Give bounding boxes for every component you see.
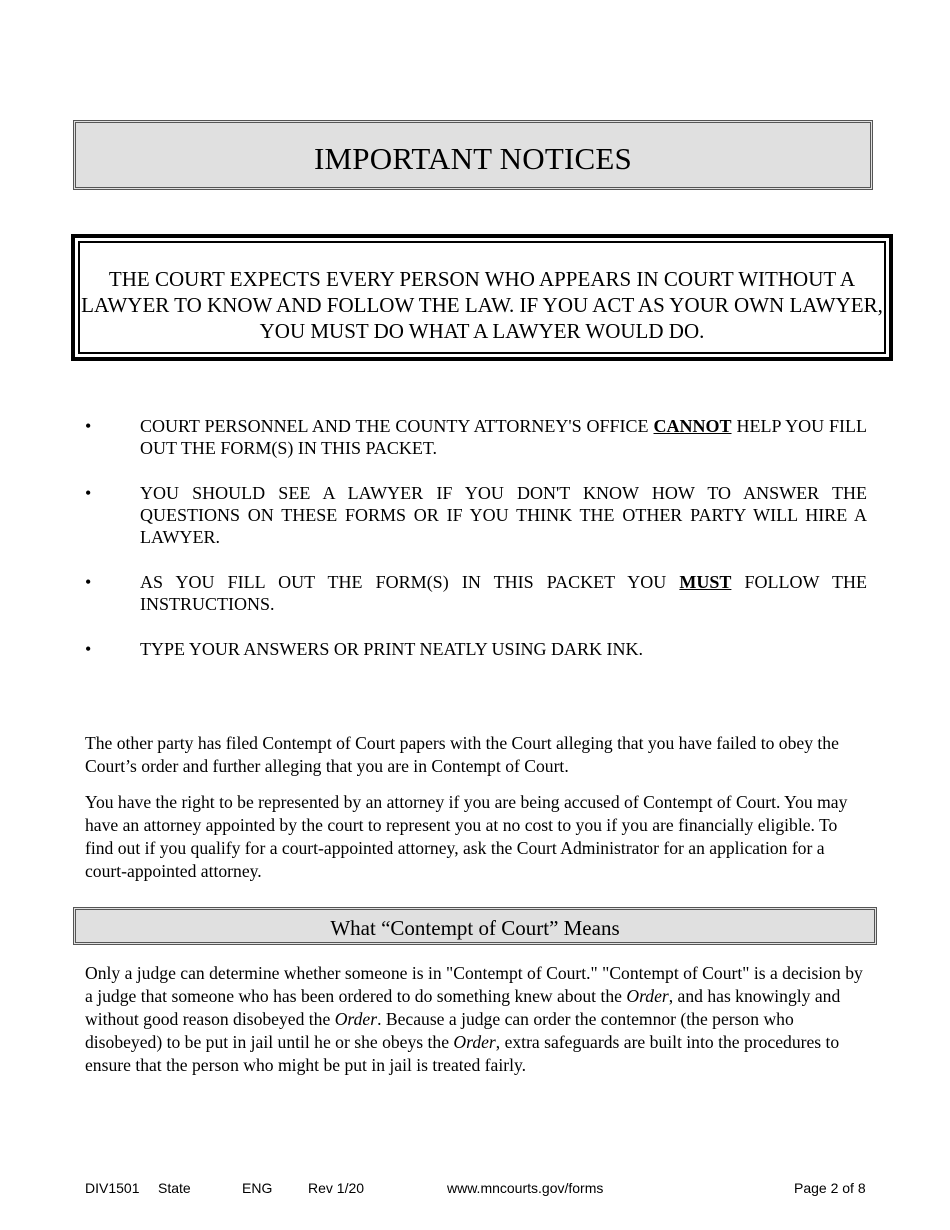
bullet-emphasis: CANNOT (653, 416, 732, 436)
paragraph-text: Only a judge can determine whether someone is in "Contempt of Court." "Contempt of Court" is a decision by a judge that someone who has been ordered to do something knew about the (85, 963, 863, 1006)
notices-title-box (73, 120, 873, 190)
bullet-item (85, 638, 867, 660)
footer-page-number: Page 2 of 8 (794, 1180, 866, 1196)
contempt-filed-paragraph: The other party has filed Contempt of Court papers with the Court alleging that you have failed to obey the Court’s order and further alleging that you are in Contempt of Court. (85, 733, 839, 776)
bullet-icon: • (85, 416, 92, 436)
bullet-item (85, 571, 867, 615)
bullet-item (85, 415, 867, 459)
footer-form-id: DIV1501 (85, 1180, 140, 1196)
bullet-text: HELP YOU FILL OUT THE FORM(S) IN THIS PACKET. (140, 416, 868, 458)
bullet-text: COURT PERSONNEL AND THE COUNTY ATTORNEY'S OFFICE (140, 416, 654, 436)
order-italic: Order (453, 1032, 496, 1052)
notice-bullet-list (85, 415, 867, 683)
paragraph-text: , extra safeguards are built into the procedures to ensure that the person who might be put in jail is treated fairly. (85, 1032, 840, 1075)
footer-scope: State (158, 1180, 191, 1196)
bullet-icon: • (85, 639, 92, 659)
bullet-text: FOLLOW THE INSTRUCTIONS. (140, 572, 868, 614)
warning-box (71, 234, 893, 361)
right-to-attorney-paragraph: You have the right to be represented by an attorney if you are being accused of Contempt of Court. You may have an attorney appointed by the court to represent you at no cost to you if you are financially eligible. To find out if you qualify for a court-appointed attorney, ask the Court Administrator for an application for a court-appointed attorney. (85, 792, 848, 881)
section-title: What “Contempt of Court” Means (330, 916, 620, 940)
footer-revision: Rev 1/20 (308, 1180, 365, 1196)
footer-url[interactable]: www.mncourts.gov/forms (447, 1180, 604, 1196)
bullet-text: AS YOU FILL OUT THE FORM(S) IN THIS PACKET YOU (140, 572, 680, 592)
section-header-box (73, 907, 877, 945)
bullet-text: YOU SHOULD SEE A LAWYER IF YOU DON'T KNOW HOW TO ANSWER THE QUESTIONS ON THESE FORMS OR IF YOU THINK THE OTHER PARTY WILL HIRE A LAWYER. (140, 483, 867, 547)
footer-language: ENG (242, 1180, 273, 1196)
warning-text: THE COURT EXPECTS EVERY PERSON WHO APPEARS IN COURT WITHOUT A LAWYER TO KNOW AND FOLLOW THE LAW. IF YOU ACT AS YOUR OWN LAWYER, YOU MUST DO WHAT A LAWYER WOULD DO. (78, 241, 886, 354)
page-title: IMPORTANT NOTICES (314, 141, 632, 176)
bullet-icon: • (85, 483, 92, 503)
order-italic: Order (626, 986, 669, 1006)
bullet-emphasis: MUST (679, 572, 732, 592)
bullet-item (85, 482, 867, 548)
contempt-definition-paragraph (85, 962, 867, 1077)
bullet-text: TYPE YOUR ANSWERS OR PRINT NEATLY USING DARK INK. (140, 639, 644, 659)
bullet-icon: • (85, 572, 92, 592)
order-italic: Order (334, 1009, 378, 1029)
paragraph-text: . Because a judge can order the contemnor (the person who disobeyed) to be put in jail until he or she obeys the (85, 1009, 794, 1052)
paragraph-text: , and has knowingly and without good reason disobeyed the (85, 986, 841, 1029)
